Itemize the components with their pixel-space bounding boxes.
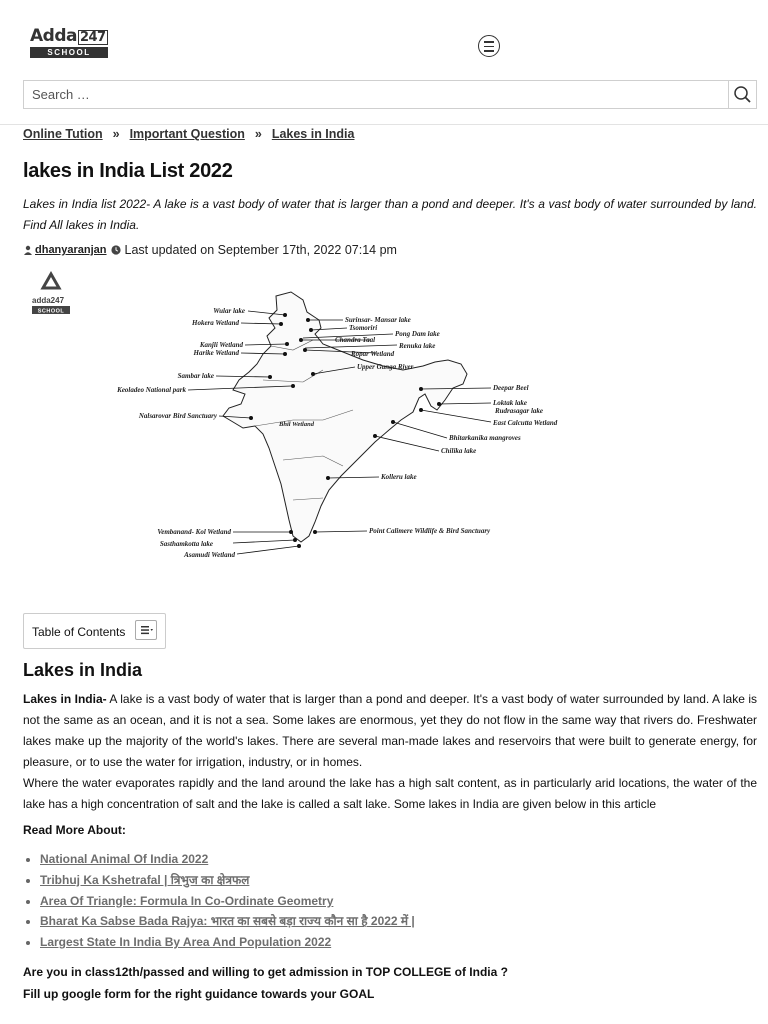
map-label: Point Calimere Wildlife & Bird Sanctuary	[369, 527, 491, 535]
site-logo[interactable]	[30, 28, 110, 60]
map-label: Bhil Wetland	[279, 421, 314, 428]
breadcrumb-link-lakes-in-india[interactable]: Lakes in India	[271, 127, 355, 141]
lakes-map-image	[23, 270, 623, 570]
map-label: Harike Wetland	[193, 349, 239, 357]
search-input[interactable]	[24, 81, 730, 108]
map-label: Renuka lake	[399, 342, 436, 350]
read-more-link[interactable]: Tribhuj Ka Kshetrafal | त्रिभुज का क्षेत्रफल	[40, 872, 250, 887]
admission-cta	[23, 962, 508, 1005]
map-left-labels	[116, 307, 245, 559]
search-button[interactable]	[728, 81, 756, 108]
section-body	[23, 689, 757, 815]
cta-line-2: Fill up google form for the right guidance towards your GOAL	[23, 986, 375, 1001]
author-link[interactable]: dhanyaranjan	[35, 244, 107, 256]
section-heading: Lakes in India	[23, 660, 143, 680]
list-item	[40, 911, 415, 932]
cta-line-1: Are you in class12th/passed and willing to get admission in TOP COLLEGE of India ?	[23, 965, 508, 979]
toc-label: Table of Contents	[32, 625, 126, 639]
map-label: Sasthamkotta lake	[159, 540, 213, 548]
map-label: Kanjli Wetland	[199, 341, 243, 349]
list-icon	[136, 621, 156, 639]
menu-bar-icon	[484, 50, 494, 52]
read-more-link[interactable]: National Animal Of India 2022	[40, 852, 209, 866]
map-label: East Calcutta Wetland	[493, 419, 558, 427]
breadcrumb-link-online-tution[interactable]: Online Tution	[23, 127, 103, 141]
map-label: Rudrasagar lake	[495, 407, 544, 415]
map-label: Vembanand- Kol Wetland	[157, 528, 231, 536]
article-intro: Lakes in India list 2022- A lake is a vast body of water that is larger than a pond and deeper. It's a vast body of water surrounded by land. Find All lakes in India.	[23, 197, 757, 232]
search-icon	[729, 81, 756, 108]
page-title: lakes in India List 2022	[23, 160, 233, 182]
logo-brand-number: 247	[79, 30, 106, 45]
last-updated: Last updated on September 17th, 2022 07:14 pm	[124, 243, 397, 257]
list-item	[40, 891, 415, 912]
logo-brand-text: Adda	[30, 26, 77, 46]
read-more-list	[23, 849, 415, 953]
site-header	[0, 0, 768, 125]
map-label: Ropar Wetland	[351, 350, 395, 358]
breadcrumb-separator: »	[254, 127, 262, 141]
watermark-logo	[32, 274, 70, 315]
table-of-contents[interactable]	[23, 613, 166, 649]
breadcrumb-link-important-question[interactable]: Important Question	[129, 127, 245, 141]
map-label: Loktak lake	[493, 399, 528, 407]
list-item	[40, 849, 415, 870]
map-label: Hokera Wetland	[192, 319, 239, 327]
toc-toggle-button[interactable]	[135, 620, 157, 640]
watermark-brand: adda247	[32, 296, 65, 305]
map-label: Keoladeo National park	[117, 386, 186, 394]
post-meta	[23, 243, 397, 257]
logo-subtitle: SCHOOL	[30, 47, 108, 58]
logo-brand	[30, 28, 110, 45]
breadcrumb	[23, 127, 354, 141]
search-form	[23, 80, 757, 109]
map-label: Sambar lake	[177, 372, 214, 380]
map-label: Deepar Beel	[493, 384, 529, 392]
india-lakes-map	[23, 270, 623, 570]
menu-bar-icon	[484, 41, 494, 43]
breadcrumb-separator: »	[112, 127, 120, 141]
list-item	[40, 932, 415, 953]
user-icon	[23, 245, 33, 255]
map-label: Pong Dam lake	[395, 330, 440, 338]
map-label: Chandra Taal	[335, 336, 376, 344]
menu-bar-icon	[484, 46, 494, 48]
watermark-sub: SCHOOL	[37, 308, 65, 315]
map-label: Wular lake	[213, 307, 245, 315]
map-label: Chilika lake	[441, 447, 477, 455]
map-label: Kolleru lake	[381, 473, 417, 481]
map-label: Bhitarkanika mangroves	[449, 434, 521, 442]
list-item	[40, 870, 415, 891]
read-more-link[interactable]: Area Of Triangle: Formula In Co-Ordinate Geometry	[40, 893, 334, 908]
watermark-triangle-icon	[43, 274, 59, 288]
map-label: Surinsar- Mansar lake	[345, 316, 411, 324]
map-label: Upper Ganga River	[357, 363, 414, 371]
hamburger-menu-button[interactable]	[478, 35, 500, 57]
section-paragraph-2: Where the water evaporates rapidly and the land around the lake has a high salt content, as in particularly arid locations, the water of the lake has a high concentration of salt and the lake is called a salt lake. Some lakes in India are given below in this article	[23, 776, 757, 811]
read-more-link[interactable]: Largest State In India By Area And Population 2022	[40, 935, 332, 950]
map-label: Nalsarovar Bird Sanctuary	[138, 412, 217, 420]
read-more-label: Read More About:	[23, 823, 126, 837]
map-label: Asamudi Wetland	[184, 551, 235, 559]
map-label: Tsomoriri	[349, 324, 378, 332]
clock-icon	[111, 245, 121, 255]
section-lead: Lakes in India-	[23, 692, 107, 706]
section-paragraph-1: A lake is a vast body of water that is larger than a pond and deeper. It's a vast body of water surrounded by land. A lake is not the same as an ocean, and it is not a sea. Some lakes are enormous, yet they do not flow in the same way that rivers do. Freshwater lakes make up the majority of the world's lakes. There are several man-made lakes and reservoirs that were built to generate energy, for pleasure, or to use the water for irrigation, industry, or in homes.	[23, 692, 758, 769]
read-more-link[interactable]: Bharat Ka Sabse Bada Rajya: भारत का सबसे बड़ा राज्य कौन सा है 2022 में |	[40, 914, 415, 929]
